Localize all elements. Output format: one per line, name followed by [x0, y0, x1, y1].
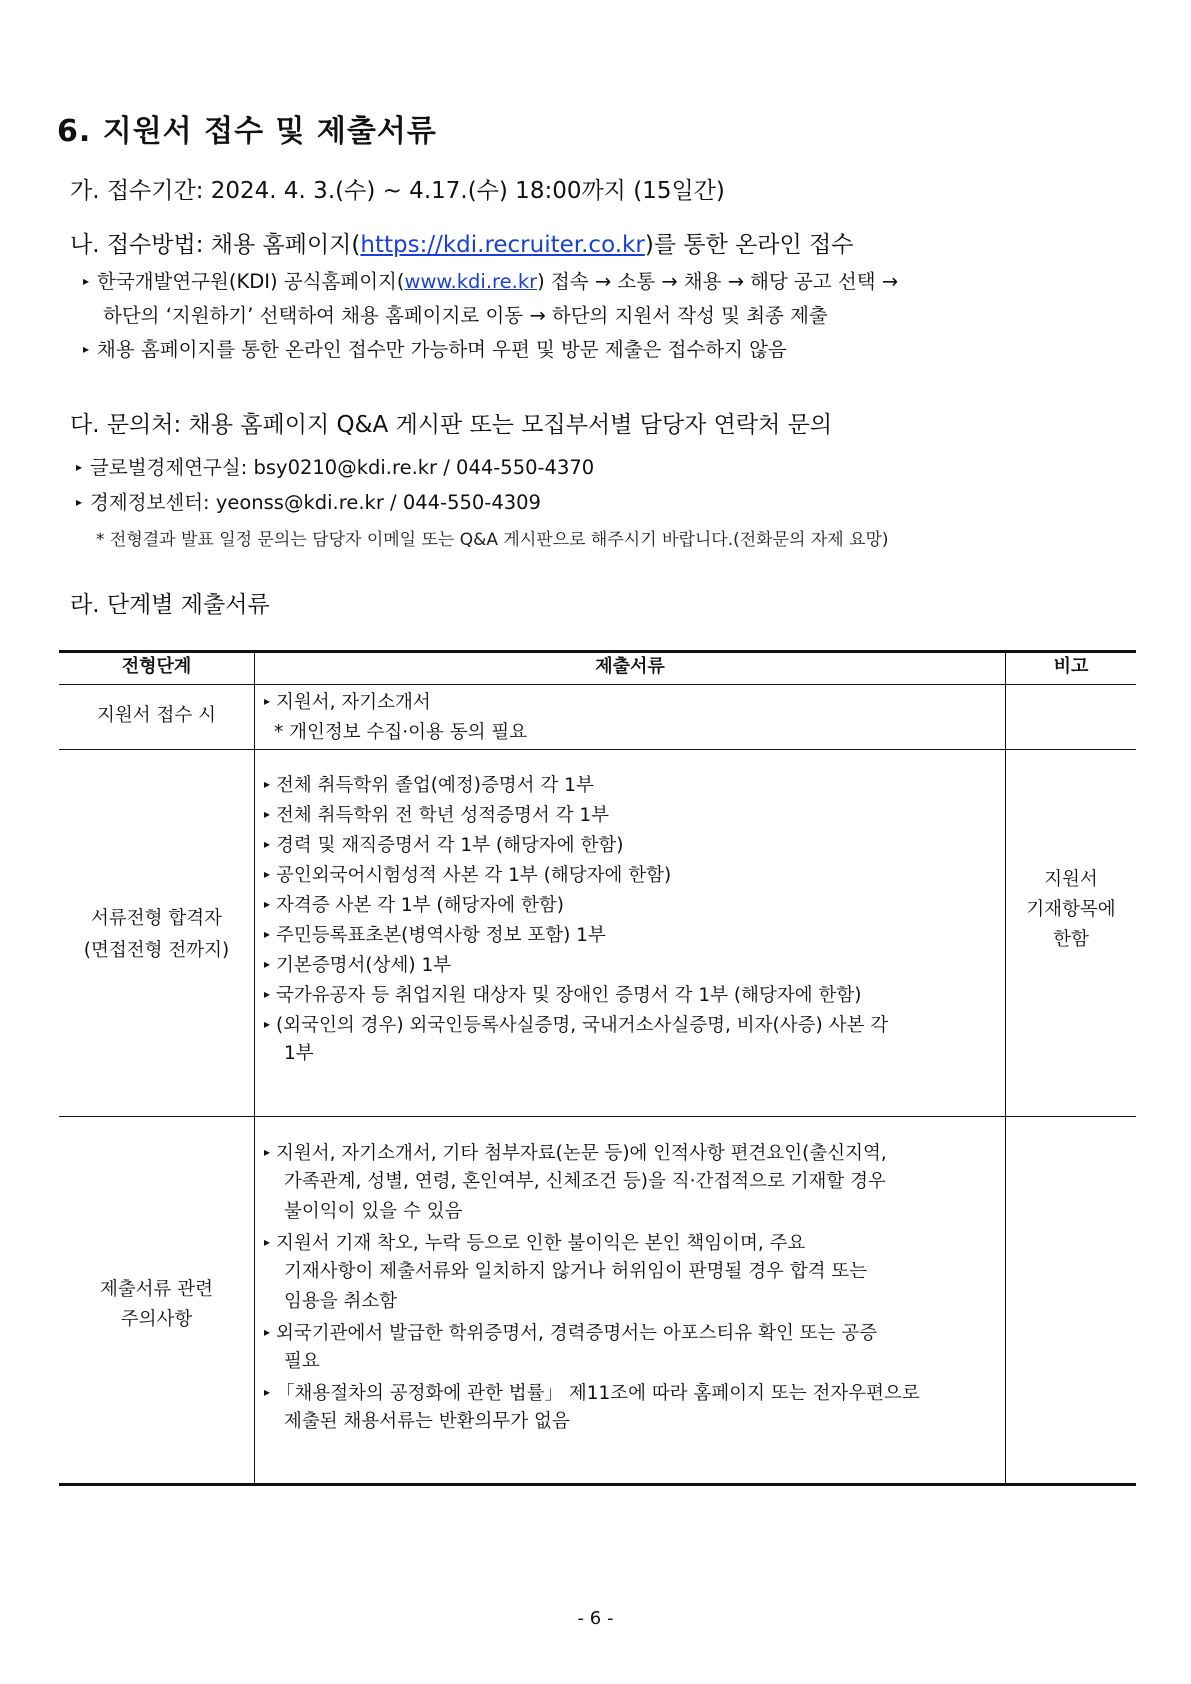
row2-remark-line3: 한함 — [1053, 929, 1089, 950]
row2-item — [264, 918, 1054, 952]
row2-item — [264, 948, 1054, 982]
triangle-bullet-icon: ▸ — [264, 1235, 271, 1249]
row2-item — [264, 888, 1054, 922]
method-bullet-1-continued: 하단의 ‘지원하기’ 선택하여 채용 홈페이지로 이동 → 하단의 지원서 작성 및 최종 제출 — [103, 304, 828, 327]
row2-item-continued: 1부 — [284, 1043, 314, 1064]
row2-item — [264, 858, 1054, 892]
row2-item-text: 주민등록표초본(병역사항 정보 포함) 1부 — [276, 925, 606, 946]
triangle-bullet-icon: ▸ — [264, 837, 271, 851]
page-number: - 6 - — [577, 1608, 614, 1629]
triangle-bullet-icon: ▸ — [264, 1017, 271, 1031]
row2-remark-line2: 기재항목에 — [1026, 899, 1116, 920]
table-row-rule — [59, 749, 1136, 750]
row3-item-3 — [264, 1316, 1054, 1350]
row2-item — [264, 1008, 1054, 1042]
row2-item-text: 국가유공자 등 취업지원 대상자 및 장애인 증명서 각 1부 (해당자에 한함) — [276, 985, 862, 1006]
row3-item-1-line2: 가족관계, 성별, 연령, 혼인여부, 신체조건 등)을 직·간접적으로 기재할 경우 — [284, 1171, 886, 1192]
row2-item — [264, 828, 1054, 862]
section-title: 6. 지원서 접수 및 제출서류 — [57, 114, 437, 149]
triangle-bullet-icon: ▸ — [83, 274, 90, 288]
contact-global-economy-text: 글로벌경제연구실: bsy0210@kdi.re.kr / 044-550-4370 — [90, 456, 595, 479]
row1-item-text: 지원서, 자기소개서 — [276, 692, 431, 713]
triangle-bullet-icon: ▸ — [264, 777, 271, 791]
documents-table — [59, 650, 1136, 1485]
row2-item — [264, 798, 1054, 832]
method-bullet-2 — [83, 334, 787, 362]
row1-note: * 개인정보 수집·이용 동의 필요 — [274, 722, 528, 743]
row1-item — [264, 685, 1054, 719]
row2-item — [264, 978, 1054, 1012]
row2-item-text: 전체 취득학위 졸업(예정)증명서 각 1부 — [276, 775, 594, 796]
triangle-bullet-icon: ▸ — [264, 897, 271, 911]
triangle-bullet-icon: ▸ — [264, 1385, 271, 1399]
row3-stage-line2: 주의사항 — [120, 1309, 193, 1330]
row2-item-text: (외국인의 경우) 외국인등록사실증명, 국내거소사실증명, 비자(사증) 사본 각 — [276, 1015, 889, 1036]
documents-heading: 라. 단계별 제출서류 — [70, 592, 270, 618]
triangle-bullet-icon: ▸ — [83, 342, 90, 356]
triangle-bullet-icon: ▸ — [264, 694, 271, 708]
row2-item-text: 자격증 사본 각 1부 (해당자에 한함) — [276, 895, 564, 916]
row3-item-1-line3: 불이익이 있을 수 있음 — [284, 1201, 463, 1222]
row3-item-4-line2: 제출된 채용서류는 반환의무가 없음 — [284, 1411, 570, 1432]
triangle-bullet-icon: ▸ — [264, 1145, 271, 1159]
row2-item-text: 공인외국어시험성적 사본 각 1부 (해당자에 한함) — [276, 865, 672, 886]
row3-stage-line1: 제출서류 관련 — [99, 1279, 214, 1300]
row2-item-text: 전체 취득학위 전 학년 성적증명서 각 1부 — [276, 805, 610, 826]
triangle-bullet-icon: ▸ — [76, 460, 83, 474]
row2-item-text: 기본증명서(상세) 1부 — [276, 955, 452, 976]
header-remarks: 비고 — [1053, 656, 1089, 677]
header-documents: 제출서류 — [595, 656, 665, 677]
reception-method-prefix: 나. 접수방법: 채용 홈페이지( — [70, 232, 361, 258]
contact-global-economy — [76, 452, 594, 480]
row3-item-2-line2: 기재사항이 제출서류와 일치하지 않거나 허위임이 판명될 경우 합격 또는 — [284, 1261, 868, 1282]
table-bottom-rule — [59, 1483, 1136, 1486]
triangle-bullet-icon: ▸ — [264, 927, 271, 941]
table-column-divider — [254, 650, 255, 1485]
reception-method-suffix: )를 통한 온라인 접수 — [644, 232, 854, 258]
contact-heading: 다. 문의처: 채용 홈페이지 Q&A 게시판 또는 모집부서별 담당자 연락처 문의 — [70, 412, 833, 438]
method-bullet-1-suffix: ) 접속 → 소통 → 채용 → 해당 공고 선택 → — [537, 270, 899, 293]
method-bullet-2-text: 채용 홈페이지를 통한 온라인 접수만 가능하며 우편 및 방문 제출은 접수하지 않음 — [97, 338, 787, 361]
contact-economic-info — [76, 487, 541, 515]
row3-item-1 — [264, 1136, 1054, 1170]
row3-item-1-line1: 지원서, 자기소개서, 기타 첨부자료(논문 등)에 인적사항 편견요인(출신지역, — [276, 1143, 887, 1164]
kdi-homepage-link[interactable]: www.kdi.re.kr — [404, 270, 538, 293]
row3-item-3-line2: 필요 — [284, 1351, 320, 1372]
row2-stage-line1: 서류전형 합격자 — [91, 908, 222, 929]
reception-period: 가. 접수기간: 2024. 4. 3.(수) ~ 4.17.(수) 18:00까지 (15일간) — [70, 178, 725, 204]
triangle-bullet-icon: ▸ — [264, 1325, 271, 1339]
row2-item — [264, 768, 1054, 802]
row2-remark-line1: 지원서 — [1044, 869, 1098, 890]
triangle-bullet-icon: ▸ — [264, 987, 271, 1001]
triangle-bullet-icon: ▸ — [76, 495, 83, 509]
header-stage: 전형단계 — [121, 656, 192, 677]
row2-stage-line2: (면접전형 전까지) — [83, 940, 230, 961]
reception-method — [70, 226, 854, 259]
row3-item-2-line1: 지원서 기재 착오, 누락 등으로 인한 불이익은 본인 책임이며, 주요 — [276, 1233, 806, 1254]
row2-item-text: 경력 및 재직증명서 각 1부 (해당자에 한함) — [276, 835, 624, 856]
method-bullet-1-prefix: 한국개발연구원(KDI) 공식홈페이지( — [97, 270, 405, 293]
contact-note: * 전형결과 발표 일정 문의는 담당자 이메일 또는 Q&A 게시판으로 해주시기 바랍니다.(전화문의 자제 요망) — [96, 530, 889, 550]
triangle-bullet-icon: ▸ — [264, 807, 271, 821]
row3-item-3-line1: 외국기관에서 발급한 학위증명서, 경력증명서는 아포스티유 확인 또는 공증 — [276, 1323, 878, 1344]
table-row-rule — [59, 1116, 1136, 1117]
row3-item-4-line1: 「채용절차의 공정화에 관한 법률」 제11조에 따라 홈페이지 또는 전자우편으로 — [276, 1383, 920, 1404]
row3-item-4 — [264, 1376, 1054, 1410]
contact-economic-info-text: 경제정보센터: yeonss@kdi.re.kr / 044-550-4309 — [90, 491, 541, 514]
recruiter-link[interactable]: https://kdi.recruiter.co.kr — [360, 232, 645, 258]
triangle-bullet-icon: ▸ — [264, 957, 271, 971]
row3-item-2 — [264, 1226, 1054, 1260]
row1-stage: 지원서 접수 시 — [97, 705, 216, 726]
row3-item-2-line3: 임용을 취소함 — [284, 1291, 398, 1312]
method-bullet-1 — [83, 266, 898, 294]
triangle-bullet-icon: ▸ — [264, 867, 271, 881]
